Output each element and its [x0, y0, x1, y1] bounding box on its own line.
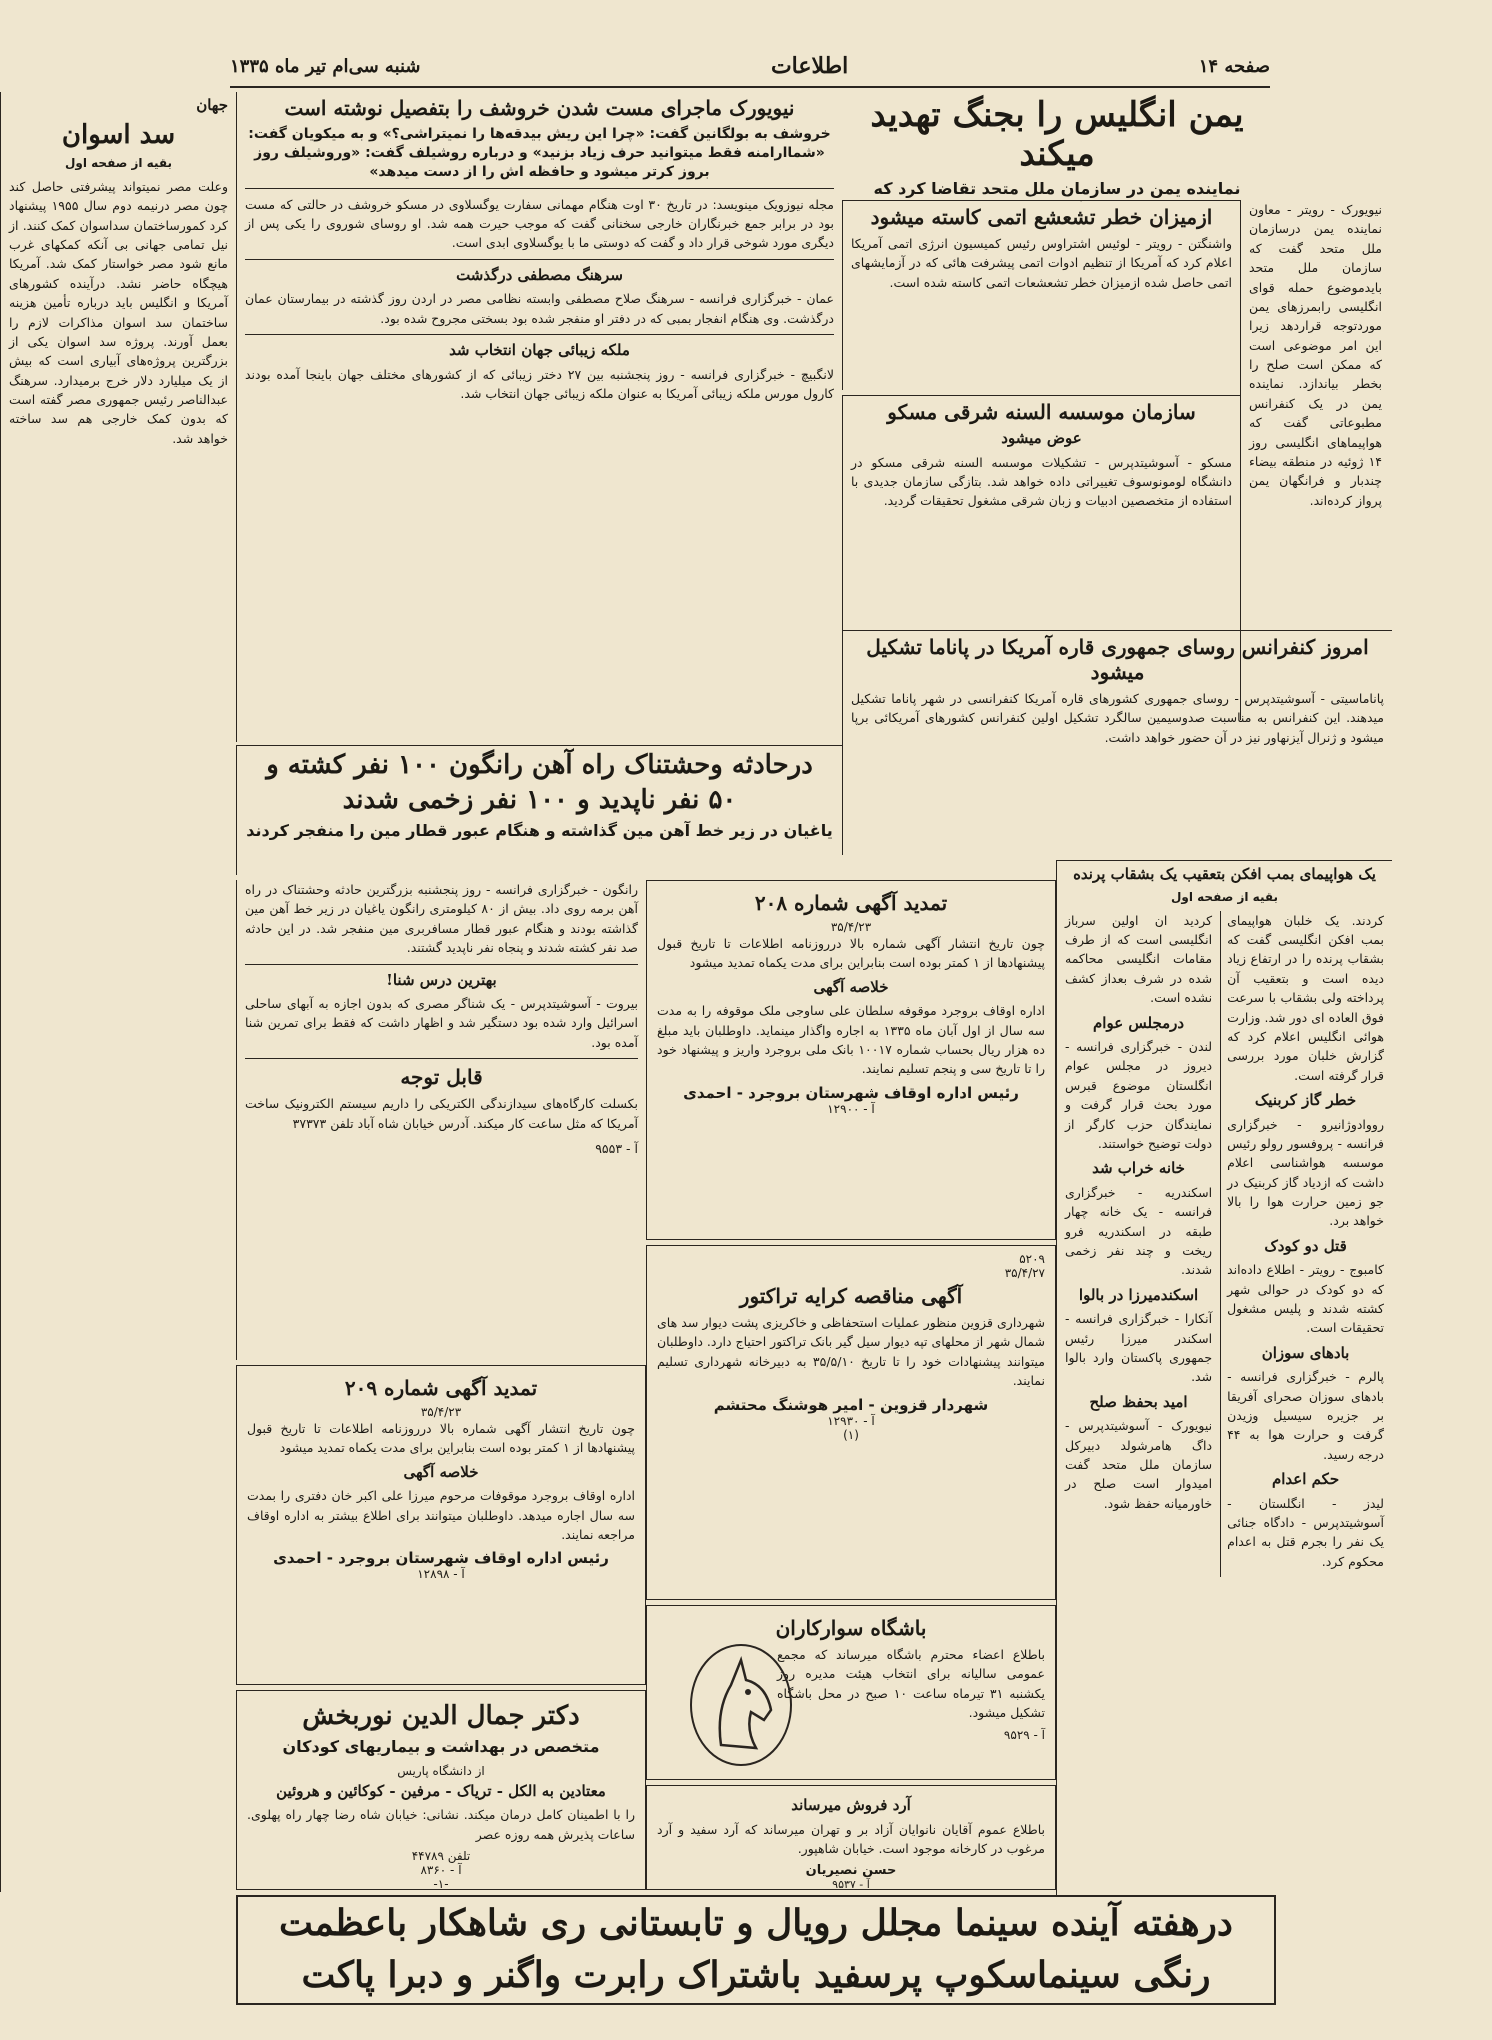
kids-headline: قتل دو کودک — [1264, 1236, 1347, 1255]
yemen-headline: یمن انگلیس را بجنگ تهدید میکند — [870, 95, 1244, 175]
ad-flour — [646, 1785, 1056, 1890]
masthead — [230, 46, 1270, 88]
atomic-body: واشنگتن - رویتر - لوئیس اشتراوس رئیس کمیسیون انرژی اتمی آمریکا اعلام کرد که آمریکا از تنظیم ادوات اتمی پیشرفت هائی که در آزمایشهای اتمی حاصل شده ازمیزان خطر تشعشعات اتمی کاسته شده است. — [851, 236, 1232, 290]
ad-208-summary-title: خلاصه آگهی — [813, 977, 889, 996]
ad-doctor-title: دکتر جمال الدین نوربخش — [302, 1701, 580, 1731]
iskander-headline: اسکندمیرزا در بالوا — [1078, 1285, 1199, 1304]
yemen-body: نیویورک - رویتر - معاون نماینده یمن درسازمان ملل متحد گفت که سازمان ملل متحد بایدموضوع حمله قوای انگلیسی رابمرزهای یمن موردتوجه قراردهد زیرا این امر موضوعی است که ممکن است صلح را بخطر بیاندازد. نماینده یمن در یک کنفرانس مطبوعاتی گفت که هواپیماهای انگلیسی روز ۱۴ ژوئیه در منطقه بیضاء چندبار و فرانگهان یمن پرواز کرده‌اند. — [1249, 202, 1382, 508]
beauty-body: لانگبیچ - خبرگزاری فرانسه - روز پنجشنبه بین ۲۷ دختر زیبائی که از کشورهای مختلف جهان باینجا آمده بودند کارول مورس ملکه زیبائی آمریکا به عنوان ملکه زیبائی جهان انتخاب شد. — [245, 366, 834, 401]
cinema-banner-line-1: درهفته آینده سینما مجلل رویال و تابستانی ری شاهکار باعظمت — [279, 1902, 1233, 1944]
ad-208-intro: چون تاریخ انتشار آگهی شماره بالا درروزنامه اطلاعات تا تاریخ قبول پیشنهادها از ۱ کمتر بوده است بنابراین برای مدت یکماه تمدید میشود — [657, 936, 1045, 971]
ad-208 — [646, 880, 1056, 1240]
bomb-subcolumn-left — [1065, 911, 1212, 1578]
divider — [245, 188, 834, 189]
panama-headline: امروز کنفرانس روسای جمهوری قاره آمریکا در پاناما تشکیل میشود — [866, 635, 1369, 684]
bomb-headline: یک هواپیمای بمب افکن بتعقیب یک بشقاب پرنده — [1073, 865, 1376, 883]
aswan-column — [0, 92, 236, 1892]
ad-209-ref: آ - ۱۲۸۹۸ — [417, 1567, 465, 1582]
ad-flour-body: باطلاع عموم آقایان نانوایان آزاد بر و تهران میرساند که آرد سفید و آرد مرغوب در کارخانه موجود است. خیابان شاهپور. — [657, 1821, 1045, 1856]
ad-riders-title: باشگاه سوارکاران — [775, 1616, 927, 1640]
ad-208-ref: آ - ۱۲۹۰۰ — [827, 1101, 875, 1116]
moscow-body: مسکو - آسوشیتدپرس - تشکیلات موسسه السنه شرقی مسکو در دانشگاه لومونوسوف تغییراتی داده خواهد شد. بتازگی سازمان جدیدی با استفاده از متخصصین ادبیات و زبان شرقی مشغول تحقیقات گردید. — [851, 454, 1232, 509]
divider — [245, 334, 834, 335]
ad-208-body: اداره اوقاف بروجرد موقوفه سلطان علی ساوجی ملک موقوفه را به مدت سه سال از اول آبان ماه ۱۳۳۵ به اجاره واگذار مینماید. داوطلبان باید مبلغ ده هزار ریال بحساب شماره ۱۰۰۱۷ بانک ملی بروجرد واریز و پیشنهاد خود را تا تاریخ سی و پنجم تسلیم نمایند. — [657, 1003, 1045, 1077]
notable-headline: قابل توجه — [400, 1065, 483, 1090]
mostafa-body: عمان - خبرگزاری فرانسه - سرهنگ صلاح مصطفی وابسته نظامی مصر در اردن روز گذشته در بیمارستان عمان درگذشت. وی هنگام انفجار بمبی که در دفتر او منفجر شده بود بسختی مجروح شده بود. — [245, 291, 834, 326]
ad-tractor-signature: شهردار قزوین - امیر هوشنگ محتشم — [713, 1395, 989, 1414]
ad-tractor-mark: (۱) — [843, 1427, 859, 1442]
rangoon-body: رانگون - خبرگزاری فرانسه - روز پنجشنبه بزرگترین حادثه وحشتناک در راه آهن برمه روی داد. بیش از ۸۰ کیلومتری رانگون یاغیان در زیر خط آهن مین گذاشته بودند و هنگام عبور قطار مسافربری مین منفجر شد. در این حادثه صد نفر کشته شدند و پنجاه نفر ناپدید گشتند. — [245, 882, 638, 956]
ad-209-title: تمدید آگهی شماره ۲۰۹ — [344, 1376, 538, 1400]
ad-doctor-body: را با اطمینان کامل درمان میکند. نشانی: خیابان شاه رضا چهار راه پهلوی. ساعات پذیرش همه روزه عصر — [247, 1807, 635, 1842]
ad-209-summary-title: خلاصه آگهی — [403, 1462, 479, 1481]
atomic-headline: ازمیزان خطر تشعشع اتمی کاسته میشود — [870, 205, 1213, 229]
winds-body: پالرم - خبرگزاری فرانسه - بادهای سوزان صحرای آفریقا بر جزیره سیسیل وزیدن گرفت و حرارت هوا به ۴۴ درجه رسید. — [1227, 1369, 1384, 1462]
ad-riders-body: باطلاع اعضاء محترم باشگاه میرساند که مجمع عمومی سالیانه برای انتخاب هیئت مدیره روز یکشنبه ۳۱ تیرماه ساعت ۱۰ صبح در محل باشگاه تشکیل میشود. — [777, 1647, 1045, 1721]
notable-body: بکسلت کارگاه‌های سیدازندگی الکتریکی را داریم سیستم الکترونیک ساخت آمریکا که مثل ساعت کار میکند. آدرس خیابان شاه آباد تلفن ۳۷۳۷۳ — [245, 1096, 638, 1131]
kids-body: کامبوج - رویتر - اطلاع داده‌اند که دو کودک در حوالی شهر کشته شدند و پلیس مشغول تحقیقات است. — [1227, 1262, 1384, 1336]
bomb-continued: بقیه از صفحه اول — [1170, 889, 1278, 904]
ad-doctor-mark: -۱- — [433, 1877, 449, 1890]
house-headline: خانه خراب شد — [1092, 1159, 1185, 1178]
ad-tractor-number: ۵۲۰۹ — [1019, 1252, 1045, 1266]
ad-209-signature: رئیس اداره اوقاف شهرستان بروجرد - احمدی — [273, 1549, 609, 1568]
ad-tractor-ref: آ - ۱۲۹۳۰ — [827, 1413, 875, 1428]
aswan-continued: بقیه از صفحه اول — [64, 155, 172, 170]
paper-name: اطلاعات — [770, 53, 849, 79]
peace-headline: امید بحفظ صلح — [1089, 1392, 1188, 1411]
rangoon-header — [236, 745, 842, 875]
moscow-headline: سازمان موسسه السنه شرقی مسکو — [887, 400, 1196, 424]
iskander-body: آنکارا - خبرگزاری فرانسه - اسکندر میرزا رئیس جمهوری پاکستان وارد بالوا شد. — [1065, 1311, 1213, 1385]
panama-body: پاناماسیتی - آسوشیتدپرس - روسای جمهوری کشورهای قاره آمریکا کنفرانسی در شهر پاناما تشکیل میدهند. این کنفرانس به مناسبت صدوسیمین سالگرد تشکیل اولین کنفرانس کشورهای آمریکائی برپا میشود و ژنرال آیزنهاور نیز در آن حضور خواهد داشت. — [851, 691, 1384, 745]
ad-doctor-specialty: معتادین به الکل - تریاک - مرفین - کوکائین و هروئین — [276, 1781, 606, 1800]
ad-doctor-subtitle: متخصص در بهداشت و بیماریهای کودکان — [282, 1737, 600, 1757]
bomb-column — [1056, 860, 1392, 1895]
ad-208-number: ۳۵/۴/۲۳ — [830, 920, 872, 934]
bomb-subcolumn-right — [1220, 911, 1384, 1578]
divider — [245, 1058, 638, 1059]
ad-riders-ref: آ - ۹۵۲۹ — [1003, 1727, 1045, 1742]
page-number: صفحه ۱۴ — [1198, 55, 1270, 77]
winds-headline: بادهای سوزان — [1261, 1343, 1350, 1362]
moscow-subhead: عوض میشود — [1001, 429, 1082, 447]
divider — [245, 259, 834, 260]
peace-body: نیویورک - آسوشیتدپرس - داگ هامرشولد دبیرکل سازمان ملل متحد گفت امیدوار است صلح در خاورمیانه حفظ شود. — [1065, 1418, 1213, 1511]
rangoon-subhead: یاغیان در زیر خط آهن مین گذاشته و هنگام عبور قطار مین را منفجر کردند — [246, 821, 833, 841]
notable-ref: آ - ۹۵۵۳ — [595, 1140, 638, 1156]
ad-doctor-phone: تلفن ۴۴۷۸۹ — [411, 1849, 471, 1864]
house-body: اسکندریه - خبرگزاری فرانسه - یک خانه چهار طبقه در اسکندریه فرو ریخت و چند نفر زخمی شدند. — [1065, 1184, 1213, 1278]
rangoon-body-column — [236, 880, 646, 1360]
khrushchev-subhead: خروشف به بولگانین گفت: «چرا این ریش بیدقه‌ها را نمیتراشی؟» و به میکویان گفت: «شماارامنه فقط میتوانید حرف زیاد بزنید» و درباره روشیلف گفت: «وروشیلف روز بروز کرتر میشود و حافظه اش را از دست میدهد» — [248, 126, 831, 180]
section-label: جهان — [196, 96, 228, 114]
atomic-column — [842, 200, 1240, 390]
ad-flour-ref: آ - ۹۵۳۷ — [832, 1878, 870, 1890]
khrushchev-headline: نیویورک ماجرای مست شدن خروشف را بتفصیل نوشته است — [284, 96, 795, 120]
moscow-column — [842, 395, 1240, 635]
ad-tractor-date: ۳۵/۴/۲۷ — [1004, 1266, 1045, 1280]
panama-column — [842, 630, 1392, 855]
yemen-column — [842, 92, 1272, 202]
divider — [245, 964, 638, 965]
england-body: کردید ان اولین سرباز انگلیسی است که از طرف مقامات انگلیسی محاکمه شده در شرف بعداز کشف نشده است. — [1065, 912, 1213, 1006]
khrushchev-column — [236, 92, 842, 742]
bomb-body: کردند. یک خلبان هواپیمای بمب افکن انگلیسی گفت که بشقاب پرنده را در ارتفاع زیاد دیده است و بتعقیب آن پرداخته ولی بشقاب با سرعت فوق العاده ای دور شد. وزارت هوائی انگلیس اعلام کرد که گزارش خلبان مورد بررسی قرار گرفته است. — [1227, 912, 1384, 1083]
co2-headline: خطر گاز کربنیک — [1254, 1091, 1357, 1110]
khrushchev-body: مجله نیوزویک مینویسد: در تاریخ ۳۰ اوت هنگام مهمانی سفارت یوگسلاوی در مسکو خروشف در حالتی که مست بود در برابر جمع خبرنگاران خارجی سخنانی گفت که موجب حیرت همه شد. او روسای شوروی را یکی پس از دیگری مورد شوخی قرار داد و گفت که دوستی ما با یوگسلاوی ابدی است. — [245, 196, 834, 251]
commons-headline: درمجلس عوام — [1092, 1013, 1185, 1032]
co2-body: رووادوژانیرو - خبرگزاری فرانسه - پروفسور رولو رئیس موسسه هواشناسی اعلام داشت که ازدیاد گاز کربنیک در جو زمین حرارت هوا را بالا خواهد برد. — [1227, 1116, 1384, 1229]
mostafa-headline: سرهنگ مصطفی درگذشت — [456, 265, 623, 284]
ad-209-body: اداره اوقاف بروجرد موقوفات مرحوم میرزا علی اکبر خان دفتری را بمدت سه سال اجاره میدهد. داوطلبان میتوانند برای اطلاع بیشتر به اداره اوقاف مراجعه نمایند. — [247, 1488, 635, 1542]
ad-flour-title: آرد فروش میرساند — [791, 1796, 911, 1814]
rangoon-headline-2: ۵۰ نفر ناپدید و ۱۰۰ نفر زخمی شدند — [342, 785, 737, 816]
beauty-headline: ملکه زیبائی جهان انتخاب شد — [449, 341, 630, 360]
issue-date: شنبه سی‌ام تیر ماه ۱۳۳۵ — [230, 55, 421, 77]
ad-209 — [236, 1365, 646, 1685]
horse-head-emblem — [686, 1640, 796, 1770]
aswan-headline: سد اسوان — [61, 119, 176, 150]
aswan-body: وعلت مصر نمیتواند پیشرفتی حاصل کند چون مصر درنیمه دوم سال ۱۹۵۵ پیشنهاد کرد کمورساختمان سداسوان کمک کنند. از نیل تمامی جهانی بی آنکه کمکهای غرب مانع شود مصر خواستار کمک شد. آمریکا هیچگاه حاضر نشد. درآینده کشورهای آمریکا و انگلیس باید درباره تأمین هزینه ساختمان سد اسوان مذاکرات لازم را بعمل آورند. پروژه سد اسوان یکی از بزرگترین پروژه‌های آبیاری است که بیش از یک میلیارد دلار خرج برمیدارد. سرهنگ عبدالناصر رئیس جمهوری مصر گفته است که بدون کمک خارجی هم سد ساخته خواهد شد. — [9, 178, 228, 446]
ad-tractor-body: شهرداری قزوین منظور عملیات استحفاظی و خاکریزی پشت دیوار سد های شمال شهر از محلهای تپه دیوار سیل گیر بانک تراکتور احتیاج دارد. داوطلبان میتوانند پیشنهادات خود را تا تاریخ ۳۵/۵/۱۰ به دبیرخانه شهرداری تسلیم نمایند. — [657, 1315, 1046, 1389]
ad-doctor — [236, 1690, 646, 1890]
cinema-banner-line-2: رنگی سینماسکوپ پرسفید باشتراک رابرت واگنر و دبرا پاکت — [301, 1954, 1211, 1996]
ad-208-signature: رئیس اداره اوقاف شهرستان بروجرد - احمدی — [683, 1083, 1019, 1102]
ad-flour-signature: حسن نصیریان — [805, 1863, 897, 1879]
commons-body: لندن - خبرگزاری فرانسه - دیروز در مجلس عوام انگلستان موضوع قبرس مورد بحث قرار گرفت و نمایندگان حزب کارگر از دولت توضیح خواستند. — [1065, 1039, 1213, 1151]
ad-tractor-title: آگهی مناقصه کرایه تراکتور — [739, 1284, 963, 1308]
yemen-subhead: نماینده یمن در سازمان ملل متحد تقاضا کرد که — [873, 179, 1241, 199]
cinema-banner — [236, 1895, 1276, 2005]
lesson-body: بیروت - آسوشیتدپرس - یک شناگر مصری که بدون اجازه به آبهای ساحلی اسرائیل وارد شده بود دستگیر شد و اظهار داشت که فقط برای تمرین شنا آمده بود. — [245, 996, 638, 1050]
execution-headline: حکم اعدام — [1271, 1470, 1340, 1489]
execution-body: لیدز - انگلستان - آسوشیتدپرس - دادگاه جنائی یک نفر را بجرم قتل به اعدام محکوم کرد. — [1227, 1495, 1384, 1569]
ad-209-intro: چون تاریخ انتشار آگهی شماره بالا درروزنامه اطلاعات تا تاریخ قبول پیشنهادها از ۱ کمتر بوده است بنابراین برای مدت یکماه تمدید میشود — [247, 1421, 635, 1456]
lesson-headline: بهترین درس شنا! — [386, 970, 497, 989]
ad-doctor-ref: آ - ۸۳۶۰ — [420, 1863, 462, 1878]
ad-209-number: ۳۵/۴/۲۳ — [420, 1405, 462, 1419]
ad-tractor — [646, 1245, 1056, 1600]
rangoon-headline: درحادثه وحشتناک راه آهن رانگون ۱۰۰ نفر کشته و — [266, 750, 813, 780]
ad-doctor-school: از دانشگاه پاریس — [397, 1763, 485, 1778]
ad-208-title: تمدید آگهی شماره ۲۰۸ — [754, 891, 948, 915]
